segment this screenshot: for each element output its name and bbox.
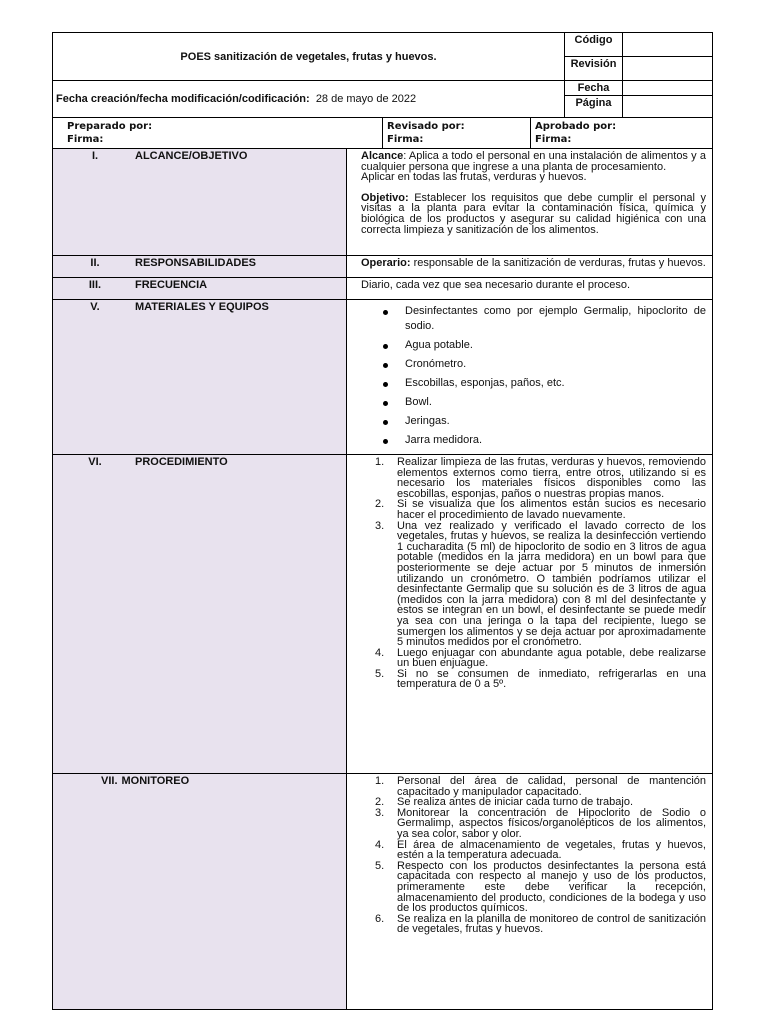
fecha-creacion-value: 28 de mayo de 2022 — [315, 93, 417, 105]
alcance-text-2: Aplicar en todas las frutas, verduras y huevos. — [361, 171, 587, 184]
preparado-firma: Firma: — [67, 134, 104, 145]
list-item: Se realiza antes de iniciar cada turno de trabajo. — [397, 796, 634, 809]
list-item: Desinfectantes como por ejemplo Germalip, hipoclorito de sodio. — [383, 304, 706, 334]
section-content: Diario, cada vez que sea necesario durante el proceso. — [347, 278, 713, 300]
operario-term: Operario: — [361, 257, 411, 269]
document-page — [52, 32, 712, 1010]
list-item: Respecto con los productos desinfectantes la persona está capacitada con respecto al manejo y uso de los productos, primeramente este debe verificar la recepción, almacenamiento del producto, condiciones de la bodega y uso de los productos químicos. — [397, 859, 706, 915]
section-heading: ALCANCE/OBJETIVO — [135, 150, 248, 162]
list-item: Escobillas, esponjas, paños, etc. — [383, 376, 706, 391]
alcance-text: : Aplica a todo el personal en una instalación de alimentos y a cualquier persona que ingrese a una planta de procesamiento. — [361, 150, 706, 173]
section-number: II. — [90, 257, 100, 269]
fecha-creacion-row — [53, 81, 565, 118]
document-title: POES sanitización de vegetales, frutas y huevos. — [53, 33, 565, 81]
list-item: Bowl. — [383, 395, 706, 410]
list-item: Cronómetro. — [383, 357, 706, 372]
document-header — [52, 32, 713, 118]
list-item: Monitorear la concentración de Hipoclorito de Sodio o Germalimp, aspectos físicos/organolépticos de los alimentos, ya sea color, sabor y olor. — [397, 806, 706, 840]
aprobado-firma: Firma: — [535, 134, 572, 145]
section-procedimiento — [53, 455, 713, 774]
alcance-term: Alcance — [361, 150, 404, 162]
section-content — [347, 774, 713, 1010]
list-item: Jeringas. — [383, 414, 706, 429]
revisado-label: Revisado por: — [387, 121, 465, 132]
section-responsabilidades — [53, 256, 713, 278]
preparado-cell — [53, 118, 383, 149]
fecha-creacion-label: Fecha creación/fecha modificación/codificación: — [56, 93, 310, 105]
procedure-body — [52, 148, 713, 1010]
codigo-label: Código — [565, 33, 623, 57]
monitoreo-list — [361, 776, 706, 935]
section-content — [347, 455, 713, 774]
section-heading: MONITOREO — [121, 775, 190, 787]
procedimiento-list — [361, 457, 706, 690]
section-monitoreo — [53, 774, 713, 1010]
revision-label: Revisión — [565, 57, 623, 81]
section-materiales — [53, 300, 713, 455]
objetivo-text: Establecer los requisitos que debe cumplir el personal y visitas a la planta para evitar la contaminación física, química y biológica de los productos y asegurar su calidad higiénica con una correcta limpieza y sanitización de los alimentos. — [361, 191, 706, 236]
pagina-value — [623, 96, 713, 118]
fecha-label: Fecha — [565, 81, 623, 96]
operario-text: responsable de la sanitización de verduras, frutas y huevos. — [410, 257, 706, 269]
list-item: Luego enjuagar con abundante agua potable, debe realizarse un buen enjuague. — [397, 646, 706, 670]
codigo-value — [623, 33, 713, 57]
section-alcance — [53, 149, 713, 256]
section-heading: MATERIALES Y EQUIPOS — [135, 301, 269, 313]
revision-value — [623, 57, 713, 81]
aprobado-label: Aprobado por: — [535, 121, 617, 132]
section-number: V. — [90, 301, 100, 313]
list-item: El área de almacenamiento de vegetales, frutas y huevos, estén a la temperatura adecuada. — [397, 838, 706, 862]
section-number: III. — [88, 279, 102, 291]
pagina-label: Página — [565, 96, 623, 118]
objetivo-term: Objetivo: — [361, 191, 409, 204]
revisado-firma: Firma: — [387, 134, 424, 145]
list-item: Realizar limpieza de las frutas, verduras y huevos, removiendo elementos externos como tierra, entre otros, utilizando si es necesario los materiales físicos disponibles como las escobillas, esponjas, paños o nuestras propias manos. — [397, 456, 706, 500]
list-item: Jarra medidora. — [383, 433, 706, 448]
section-frecuencia — [53, 278, 713, 300]
revisado-cell — [383, 118, 531, 149]
signature-row — [52, 117, 713, 149]
aprobado-cell — [531, 118, 713, 149]
section-heading: FRECUENCIA — [135, 279, 208, 291]
section-number: I. — [91, 150, 99, 162]
list-item: Personal del área de calidad, personal de mantención capacitado y manipulador capacitado. — [397, 775, 706, 798]
list-item: Agua potable. — [383, 338, 706, 353]
section-content — [347, 149, 713, 256]
fecha-value — [623, 81, 713, 96]
section-number: VII. — [101, 775, 118, 787]
preparado-label: Preparado por: — [67, 121, 153, 132]
materiales-list — [361, 304, 706, 448]
section-heading: RESPONSABILIDADES — [135, 257, 257, 269]
list-item: Si se visualiza que los alimentos están sucios es necesario hacer el procedimiento de lavado nuevamente. — [397, 498, 706, 521]
list-item: Se realiza en la planilla de monitoreo de control de sanitización de vegetales, frutas y huevos. — [397, 912, 706, 936]
list-item: Una vez realizado y verificado el lavado correcto de los vegetales, frutas y huevos, se realiza la desinfección vertiendo 1 cucharadita (5 ml) de hipoclorito de sodio en 3 litros de agua potable (medidos en la jarra medidora) en un bowl para que posteriormente se deje actuar por 5 minutos de inmersión utilizando un cronómetro. O también podríamos utilizar el desinfectante Germalip que su solución es de 3 litros de agua (medidos con la jarra medidora) con 8 ml del desinfectante y estos se integran en un bowl, el desinfectante se puede medir ya sea con una jeringa o la tapa del recipiente, luego se sumergen los alimentos y se deja actuar por aproximadamente 5 minutos medidos por el cronómetro. — [397, 519, 706, 649]
section-number: VI. — [88, 456, 102, 468]
section-content — [347, 256, 713, 278]
section-content — [347, 300, 713, 455]
section-heading: PROCEDIMIENTO — [135, 456, 228, 468]
list-item: Si no se consumen de inmediato, refrigerarlas en una temperatura de 0 a 5º. — [397, 667, 706, 691]
